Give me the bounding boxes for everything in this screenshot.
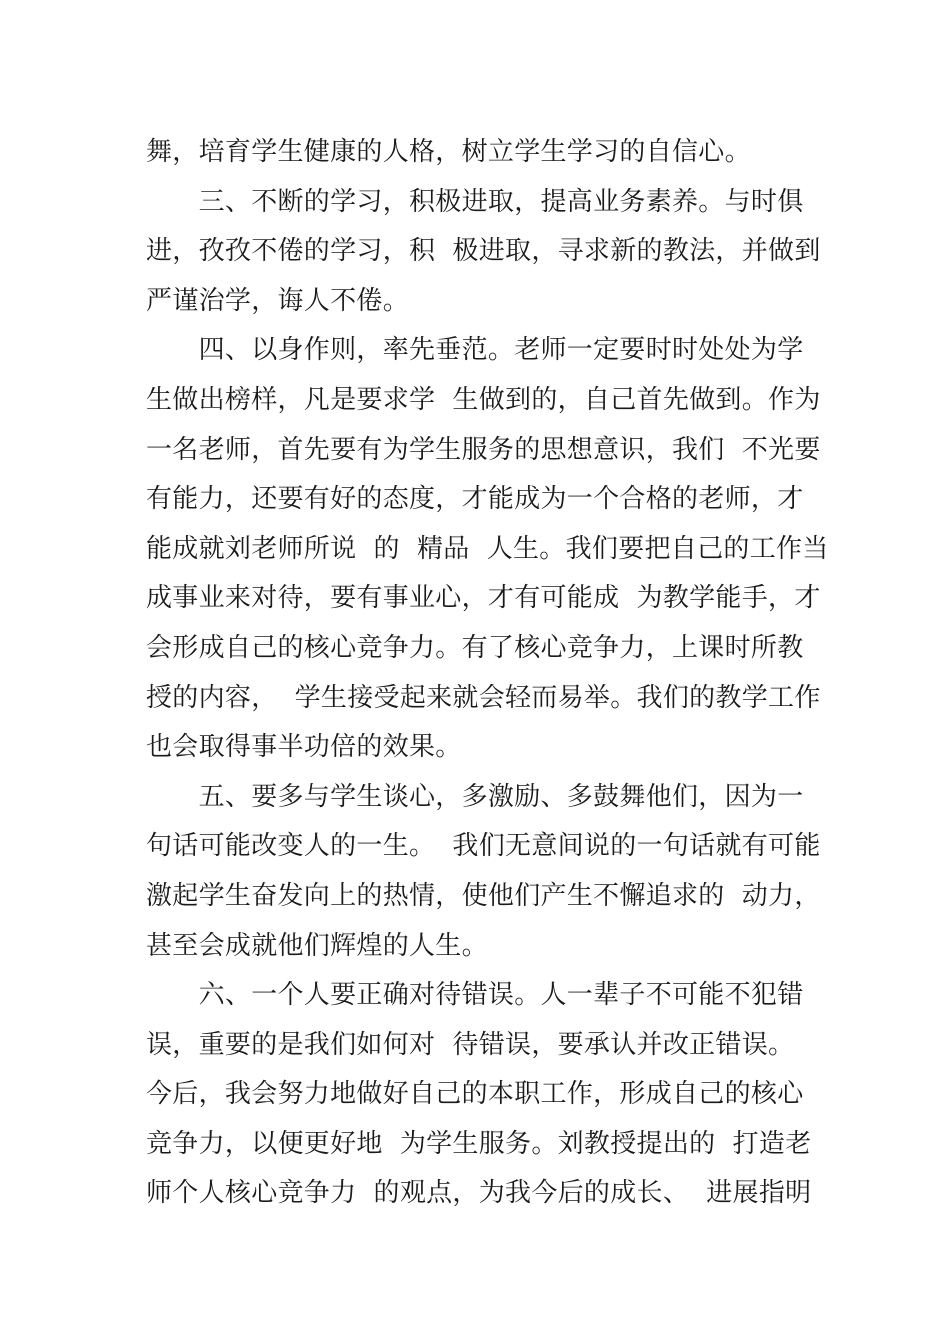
text-line-10: 成事业来对待，要有事业心，才有可能成 为教学能手，才 — [146, 583, 821, 614]
text-line-6: 生做出榜样，凡是要求学 生做到的，自己首先做到。作为 — [146, 384, 821, 415]
text-line-1: 舞，培育学生健康的人格，树立学生学习的自信心。 — [146, 137, 751, 167]
text-line-17: 甚至会成就他们辉煌的人生。 — [146, 930, 488, 961]
body-text — [146, 128, 829, 1219]
text-line-16: 激起学生奋发向上的热情，使他们产生不懈追求的 动力， — [146, 880, 821, 911]
text-line-12: 授的内容， 学生接受起来就会轻而易举。我们的教学工作 — [146, 682, 821, 713]
text-line-3: 进，孜孜不倦的学习，积 极进取，寻求新的教法，并做到 — [146, 236, 821, 267]
text-line-9: 能成就刘老师所说 的 精品 人生。我们要把自己的工作当 — [146, 533, 829, 564]
text-line-13: 也会取得事半功倍的效果。 — [146, 732, 462, 763]
text-line-18: 六、一个人要正确对待错误。人一辈子不可能不犯错 — [146, 980, 804, 1011]
text-line-22: 师个人核心竞争力 的观点，为我今后的成长、 进展指明 — [146, 1178, 812, 1209]
text-line-7: 一名老师，首先要有为学生服务的思想意识，我们 不光要 — [146, 434, 821, 465]
text-line-20: 今后，我会努力地做好自己的本职工作，形成自己的核心 — [146, 1079, 804, 1110]
text-line-11: 会形成自己的核心竞争力。有了核心竞争力，上课时所教 — [146, 632, 804, 663]
text-line-14: 五、要多与学生谈心，多激励、多鼓舞他们，因为一 — [146, 781, 804, 812]
text-line-4: 严谨治学，诲人不倦。 — [146, 285, 410, 316]
text-line-21: 竞争力，以便更好地 为学生服务。刘教授提出的 打造老 — [146, 1128, 812, 1159]
text-line-19: 误，重要的是我们如何对 待错误，要承认并改正错误。 — [146, 1029, 795, 1060]
text-line-8: 有能力，还要有好的态度，才能成为一个合格的老师，才 — [146, 484, 804, 515]
text-line-2: 三、不断的学习，积极进取，提高业务素养。与时俱 — [146, 186, 804, 217]
text-line-15: 句话可能改变人的一生。 我们无意间说的一句话就有可能 — [146, 831, 821, 862]
text-line-5: 四、以身作则，率先垂范。老师一定要时时处处为学 — [146, 335, 804, 366]
